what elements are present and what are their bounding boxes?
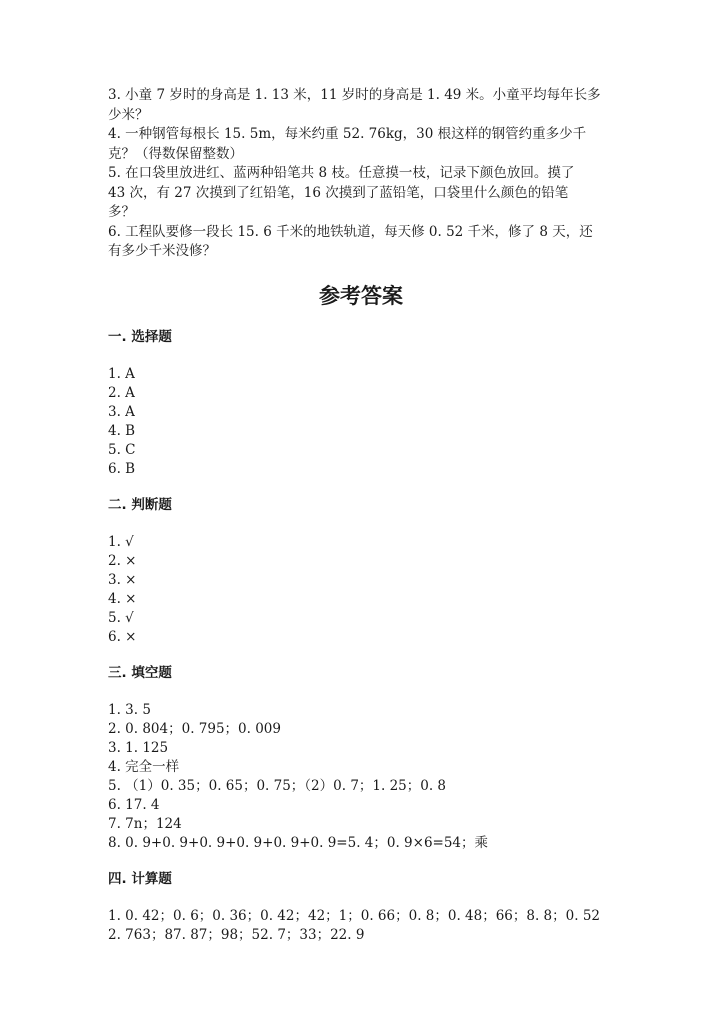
answer-title: 参考答案 (319, 283, 403, 308)
answer-item: 6. × (108, 628, 137, 645)
section-choice (108, 328, 614, 479)
answer-item: 1. A (108, 365, 135, 382)
question-5-line-2: 43 次，有 27 次摸到了红铅笔，16 次摸到了蓝铅笔，口袋里什么颜色的铅笔 (108, 184, 569, 201)
answer-item: 5. （1）0. 35；0. 65；0. 75；（2）0. 7；1. 25；0. 8 (108, 777, 447, 794)
answer-item: 2. A (108, 384, 135, 401)
answer-item: 6. 17. 4 (108, 796, 160, 813)
section-heading: 四. 计算题 (108, 870, 172, 887)
answer-item: 4. 完全一样 (108, 758, 180, 775)
answer-item: 1. 0. 42；0. 6；0. 36；0. 42；42；1；0. 66；0. 8；0. 48；66；8. 8；0. 52 (108, 907, 600, 924)
answer-item: 2. 0. 804；0. 795；0. 009 (108, 720, 281, 737)
answer-item: 2. × (108, 552, 137, 569)
answer-item: 4. × (108, 590, 137, 607)
question-3-line-2: 少米？ (108, 106, 149, 123)
question-6-line-2: 有多少千米没修？ (108, 243, 216, 259)
answer-item: 4. B (108, 422, 136, 439)
answer-item: 5. √ (108, 609, 134, 626)
answer-item: 6. B (108, 460, 136, 477)
section-heading: 三. 填空题 (108, 664, 172, 681)
section-fill-in (108, 664, 614, 853)
answer-item: 3. 1. 125 (108, 739, 169, 756)
answer-list (108, 533, 614, 647)
answer-item: 7. 7n；124 (108, 815, 182, 832)
answer-list (108, 907, 614, 945)
answer-item: 3. × (108, 571, 137, 588)
section-judgement (108, 496, 614, 647)
answer-item: 8. 0. 9+0. 9+0. 9+0. 9+0. 9+0. 9=5. 4；0. 9×6=54；乘 (108, 834, 489, 851)
answer-item: 5. C (108, 441, 136, 458)
answer-item: 1. 3. 5 (108, 701, 151, 718)
section-heading: 二. 判断题 (108, 496, 172, 513)
document-page (108, 86, 614, 945)
question-5-line-3: 多？ (108, 204, 135, 220)
section-heading: 一. 选择题 (108, 328, 172, 345)
question-4-line-2: 克？（得数保留整数） (108, 145, 243, 162)
question-3-line-1: 3. 小童 7 岁时的身高是 1. 13 米，11 岁时的身高是 1. 49 米。小童平均每年长多 (108, 87, 601, 103)
answer-list (108, 365, 614, 479)
section-calculation (108, 870, 614, 945)
question-list (108, 86, 614, 262)
answer-item: 2. 763；87. 87；98；52. 7；33；22. 9 (108, 926, 365, 943)
question-6-line-1: 6. 工程队要修一段长 15. 6 千米的地铁轨道，每天修 0. 52 千米，修了 8 天，还 (108, 223, 593, 240)
question-4-line-1: 4. 一种钢管每根长 15. 5m，每米约重 52. 76kg，30 根这样的钢管约重多少千 (108, 126, 587, 142)
question-5-line-1: 5. 在口袋里放进红、蓝两种铅笔共 8 枝。任意摸一枝，记录下颜色放回。摸了 (108, 165, 575, 181)
answer-item: 1. √ (108, 533, 134, 550)
answer-item: 3. A (108, 403, 135, 420)
answer-list (108, 701, 614, 853)
